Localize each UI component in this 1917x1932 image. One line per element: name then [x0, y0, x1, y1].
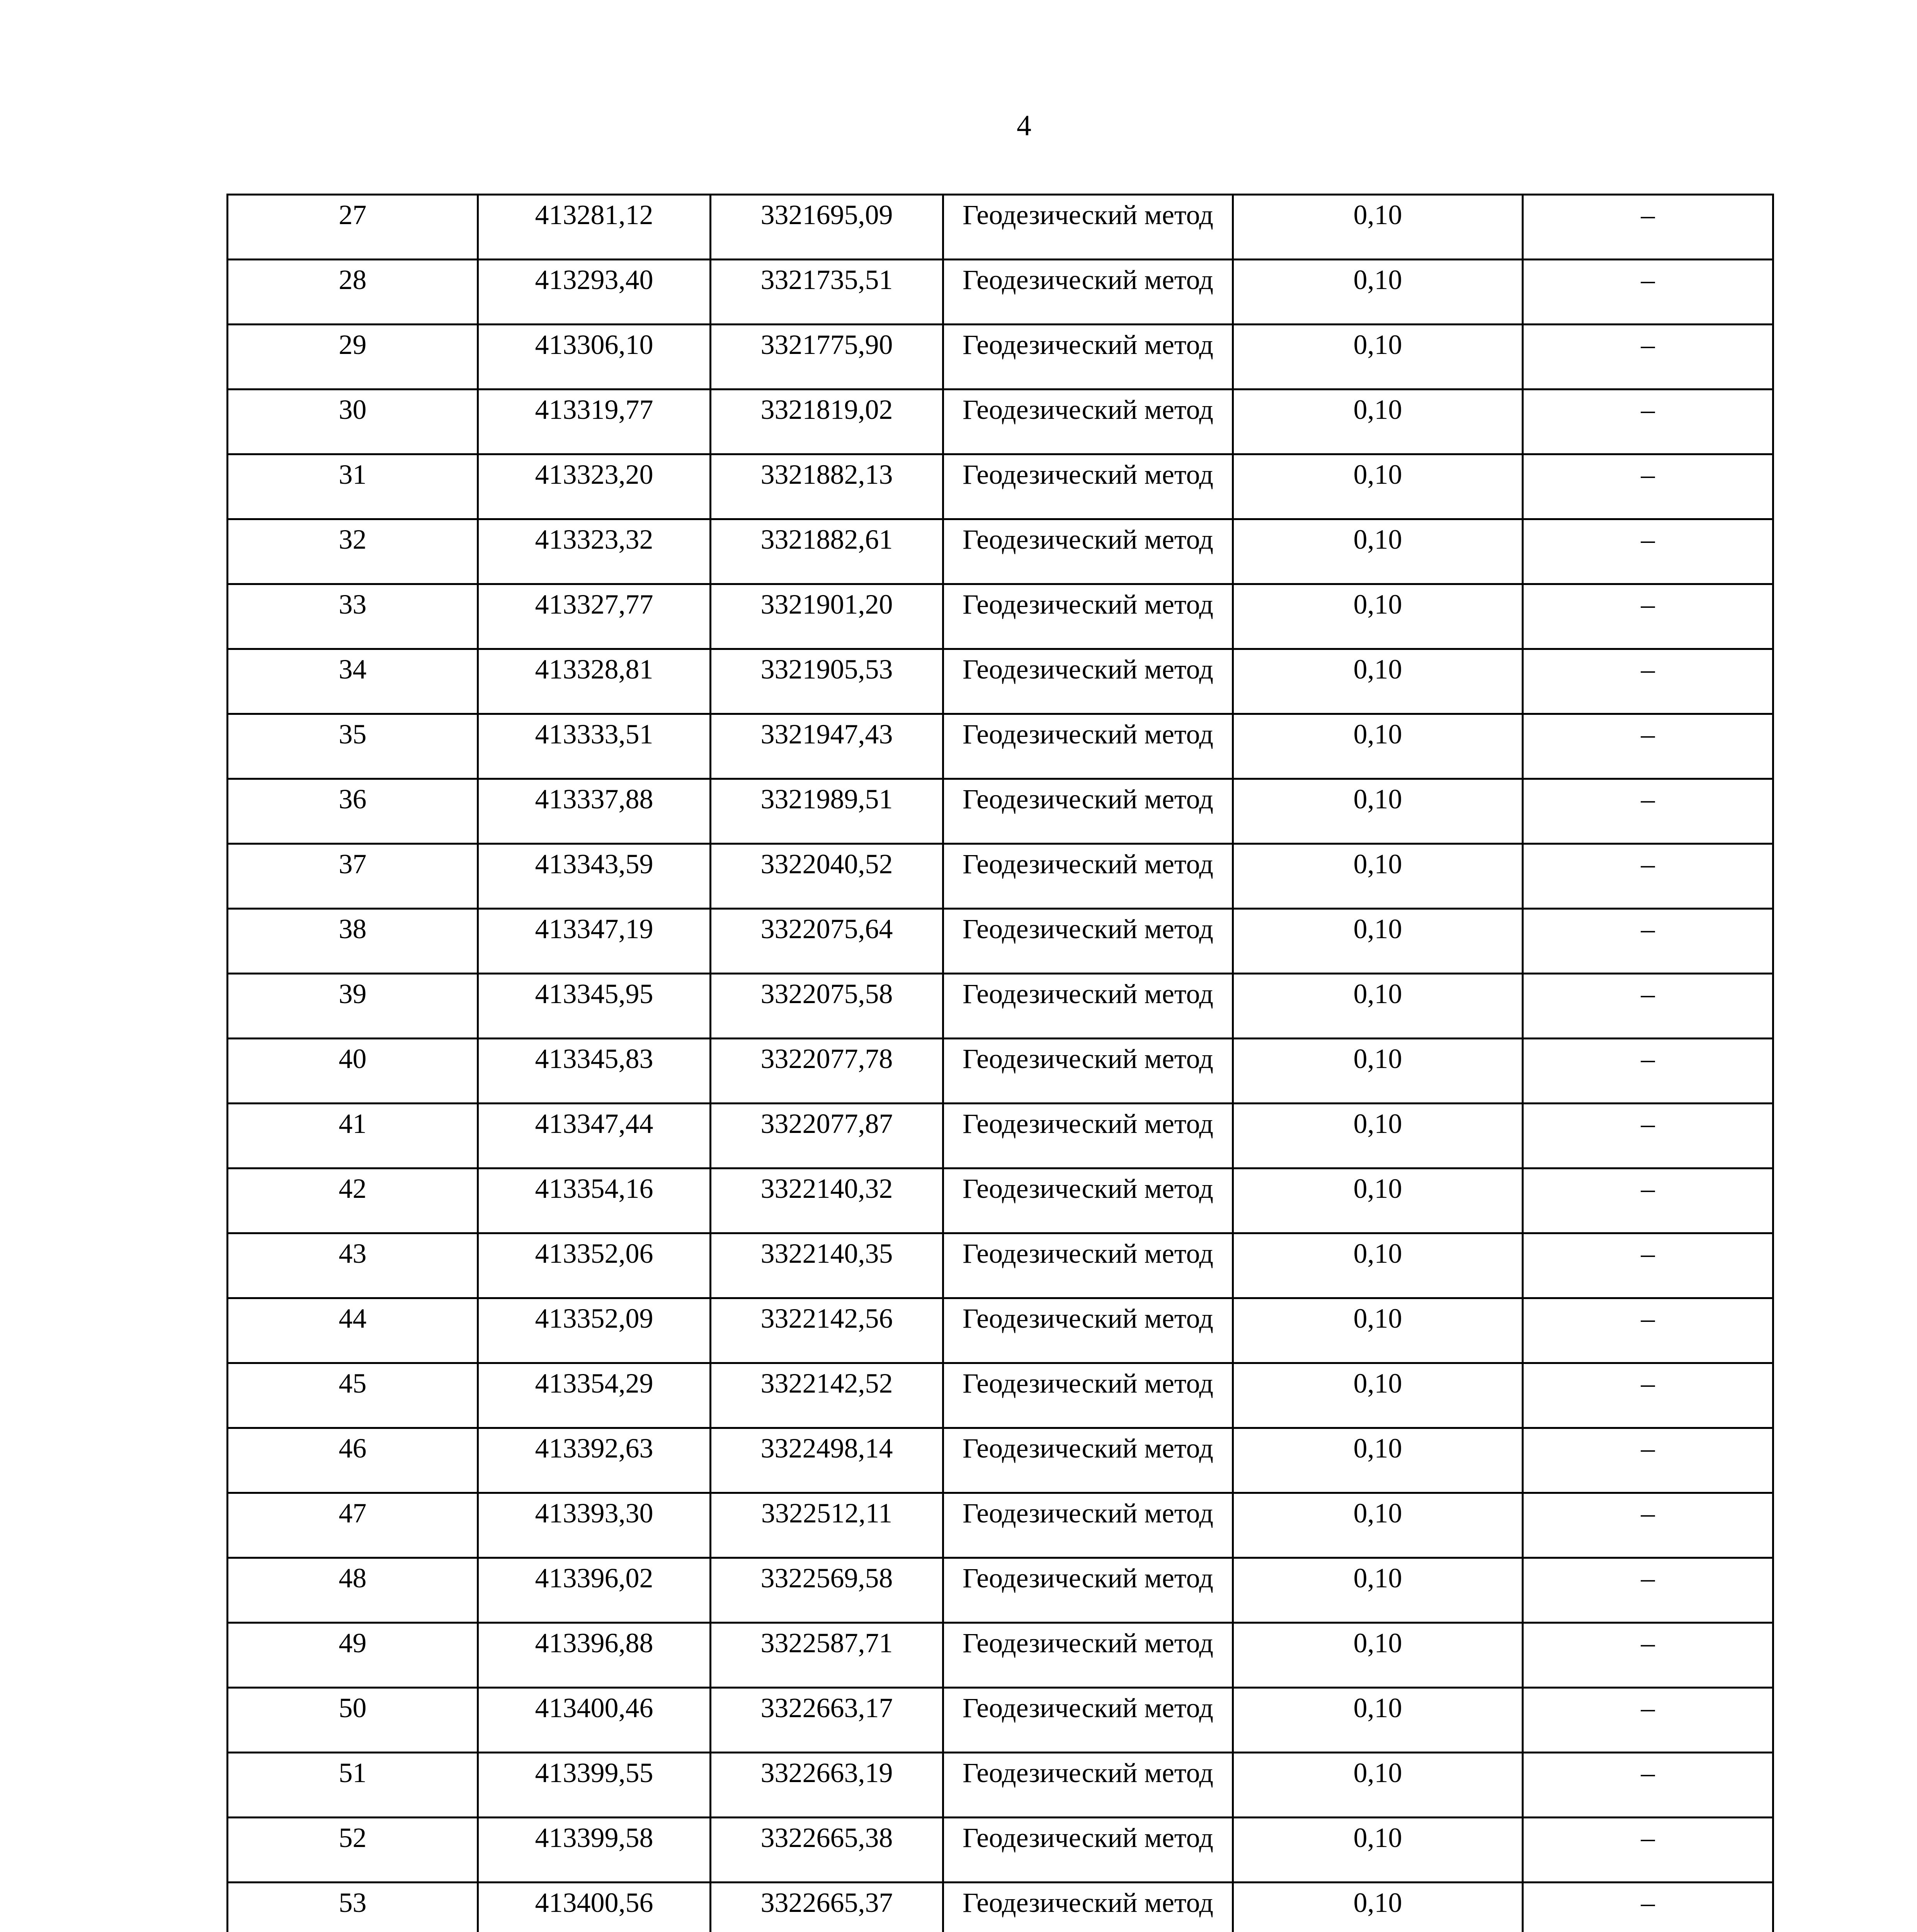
- table-row: [228, 1883, 1773, 1932]
- accuracy-cell: 0,10: [1233, 1168, 1523, 1233]
- table-row: [228, 1623, 1773, 1688]
- method-cell: Геодезический метод: [943, 1168, 1233, 1233]
- table-row: [228, 714, 1773, 779]
- y-coordinate-cell: 3322075,64: [711, 909, 943, 974]
- point-number-cell: 38: [228, 909, 478, 974]
- y-coordinate-cell: 3322665,38: [711, 1818, 943, 1883]
- y-coordinate-cell: 3322663,19: [711, 1753, 943, 1818]
- y-coordinate-cell: 3322040,52: [711, 844, 943, 909]
- accuracy-cell: 0,10: [1233, 519, 1523, 584]
- table-row: [228, 1428, 1773, 1493]
- method-cell: Геодезический метод: [943, 1558, 1233, 1623]
- description-cell: –: [1523, 584, 1773, 649]
- accuracy-cell: 0,10: [1233, 195, 1523, 260]
- x-coordinate-cell: 413345,83: [478, 1039, 711, 1104]
- accuracy-cell: 0,10: [1233, 1233, 1523, 1298]
- method-cell: Геодезический метод: [943, 1428, 1233, 1493]
- point-number-cell: 36: [228, 779, 478, 844]
- point-number-cell: 48: [228, 1558, 478, 1623]
- point-number-cell: 41: [228, 1104, 478, 1168]
- table-row: [228, 584, 1773, 649]
- x-coordinate-cell: 413392,63: [478, 1428, 711, 1493]
- method-cell: Геодезический метод: [943, 454, 1233, 519]
- method-cell: Геодезический метод: [943, 584, 1233, 649]
- description-cell: –: [1523, 1818, 1773, 1883]
- table-row: [228, 974, 1773, 1039]
- accuracy-cell: 0,10: [1233, 1818, 1523, 1883]
- y-coordinate-cell: 3322140,35: [711, 1233, 943, 1298]
- x-coordinate-cell: 413328,81: [478, 649, 711, 714]
- description-cell: –: [1523, 974, 1773, 1039]
- method-cell: Геодезический метод: [943, 260, 1233, 325]
- point-number-cell: 29: [228, 325, 478, 389]
- description-cell: –: [1523, 1493, 1773, 1558]
- method-cell: Геодезический метод: [943, 389, 1233, 454]
- x-coordinate-cell: 413396,88: [478, 1623, 711, 1688]
- accuracy-cell: 0,10: [1233, 260, 1523, 325]
- x-coordinate-cell: 413333,51: [478, 714, 711, 779]
- x-coordinate-cell: 413323,32: [478, 519, 711, 584]
- description-cell: –: [1523, 1753, 1773, 1818]
- x-coordinate-cell: 413281,12: [478, 195, 711, 260]
- x-coordinate-cell: 413347,44: [478, 1104, 711, 1168]
- x-coordinate-cell: 413319,77: [478, 389, 711, 454]
- accuracy-cell: 0,10: [1233, 909, 1523, 974]
- point-number-cell: 31: [228, 454, 478, 519]
- accuracy-cell: 0,10: [1233, 1104, 1523, 1168]
- y-coordinate-cell: 3321947,43: [711, 714, 943, 779]
- method-cell: Геодезический метод: [943, 1039, 1233, 1104]
- method-cell: Геодезический метод: [943, 1688, 1233, 1753]
- table-row: [228, 454, 1773, 519]
- method-cell: Геодезический метод: [943, 1104, 1233, 1168]
- method-cell: Геодезический метод: [943, 1623, 1233, 1688]
- y-coordinate-cell: 3322663,17: [711, 1688, 943, 1753]
- y-coordinate-cell: 3322665,37: [711, 1883, 943, 1932]
- description-cell: –: [1523, 1688, 1773, 1753]
- method-cell: Геодезический метод: [943, 1493, 1233, 1558]
- y-coordinate-cell: 3322587,71: [711, 1623, 943, 1688]
- accuracy-cell: 0,10: [1233, 1039, 1523, 1104]
- table-row: [228, 909, 1773, 974]
- accuracy-cell: 0,10: [1233, 714, 1523, 779]
- y-coordinate-cell: 3321695,09: [711, 195, 943, 260]
- y-coordinate-cell: 3322512,11: [711, 1493, 943, 1558]
- description-cell: –: [1523, 260, 1773, 325]
- description-cell: –: [1523, 1168, 1773, 1233]
- x-coordinate-cell: 413343,59: [478, 844, 711, 909]
- description-cell: –: [1523, 779, 1773, 844]
- table-row: [228, 1688, 1773, 1753]
- table-row: [228, 1298, 1773, 1363]
- table-row: [228, 1363, 1773, 1428]
- method-cell: Геодезический метод: [943, 1818, 1233, 1883]
- description-cell: –: [1523, 1623, 1773, 1688]
- y-coordinate-cell: 3322142,56: [711, 1298, 943, 1363]
- description-cell: –: [1523, 1039, 1773, 1104]
- method-cell: Геодезический метод: [943, 1363, 1233, 1428]
- accuracy-cell: 0,10: [1233, 1298, 1523, 1363]
- x-coordinate-cell: 413352,06: [478, 1233, 711, 1298]
- table-row: [228, 195, 1773, 260]
- table-row: [228, 1753, 1773, 1818]
- method-cell: Геодезический метод: [943, 1298, 1233, 1363]
- accuracy-cell: 0,10: [1233, 584, 1523, 649]
- description-cell: –: [1523, 519, 1773, 584]
- x-coordinate-cell: 413293,40: [478, 260, 711, 325]
- table-row: [228, 325, 1773, 389]
- point-number-cell: 39: [228, 974, 478, 1039]
- table-row: [228, 1818, 1773, 1883]
- description-cell: –: [1523, 714, 1773, 779]
- description-cell: –: [1523, 389, 1773, 454]
- accuracy-cell: 0,10: [1233, 454, 1523, 519]
- x-coordinate-cell: 413396,02: [478, 1558, 711, 1623]
- table-row: [228, 519, 1773, 584]
- y-coordinate-cell: 3321882,61: [711, 519, 943, 584]
- y-coordinate-cell: 3322077,87: [711, 1104, 943, 1168]
- table-row: [228, 1104, 1773, 1168]
- table-row: [228, 1039, 1773, 1104]
- table-row: [228, 844, 1773, 909]
- x-coordinate-cell: 413400,46: [478, 1688, 711, 1753]
- accuracy-cell: 0,10: [1233, 1558, 1523, 1623]
- method-cell: Геодезический метод: [943, 909, 1233, 974]
- accuracy-cell: 0,10: [1233, 389, 1523, 454]
- accuracy-cell: 0,10: [1233, 1363, 1523, 1428]
- method-cell: Геодезический метод: [943, 1883, 1233, 1932]
- accuracy-cell: 0,10: [1233, 1753, 1523, 1818]
- accuracy-cell: 0,10: [1233, 1883, 1523, 1932]
- y-coordinate-cell: 3321819,02: [711, 389, 943, 454]
- description-cell: –: [1523, 844, 1773, 909]
- x-coordinate-cell: 413399,58: [478, 1818, 711, 1883]
- y-coordinate-cell: 3322498,14: [711, 1428, 943, 1493]
- method-cell: Геодезический метод: [943, 974, 1233, 1039]
- x-coordinate-cell: 413327,77: [478, 584, 711, 649]
- method-cell: Геодезический метод: [943, 844, 1233, 909]
- point-number-cell: 46: [228, 1428, 478, 1493]
- point-number-cell: 35: [228, 714, 478, 779]
- method-cell: Геодезический метод: [943, 519, 1233, 584]
- point-number-cell: 47: [228, 1493, 478, 1558]
- accuracy-cell: 0,10: [1233, 1623, 1523, 1688]
- x-coordinate-cell: 413345,95: [478, 974, 711, 1039]
- description-cell: –: [1523, 1233, 1773, 1298]
- x-coordinate-cell: 413354,29: [478, 1363, 711, 1428]
- description-cell: –: [1523, 649, 1773, 714]
- point-number-cell: 40: [228, 1039, 478, 1104]
- point-number-cell: 49: [228, 1623, 478, 1688]
- description-cell: –: [1523, 325, 1773, 389]
- description-cell: –: [1523, 1298, 1773, 1363]
- table-row: [228, 1233, 1773, 1298]
- y-coordinate-cell: 3322142,52: [711, 1363, 943, 1428]
- accuracy-cell: 0,10: [1233, 1493, 1523, 1558]
- point-number-cell: 52: [228, 1818, 478, 1883]
- table-row: [228, 260, 1773, 325]
- point-number-cell: 28: [228, 260, 478, 325]
- accuracy-cell: 0,10: [1233, 649, 1523, 714]
- x-coordinate-cell: 413323,20: [478, 454, 711, 519]
- method-cell: Геодезический метод: [943, 325, 1233, 389]
- y-coordinate-cell: 3321882,13: [711, 454, 943, 519]
- description-cell: –: [1523, 1558, 1773, 1623]
- accuracy-cell: 0,10: [1233, 974, 1523, 1039]
- table-row: [228, 1558, 1773, 1623]
- accuracy-cell: 0,10: [1233, 1688, 1523, 1753]
- table-row: [228, 649, 1773, 714]
- method-cell: Геодезический метод: [943, 649, 1233, 714]
- method-cell: Геодезический метод: [943, 714, 1233, 779]
- point-number-cell: 37: [228, 844, 478, 909]
- description-cell: –: [1523, 195, 1773, 260]
- coordinates-table: [226, 194, 1774, 1932]
- accuracy-cell: 0,10: [1233, 325, 1523, 389]
- point-number-cell: 32: [228, 519, 478, 584]
- method-cell: Геодезический метод: [943, 779, 1233, 844]
- point-number-cell: 30: [228, 389, 478, 454]
- description-cell: –: [1523, 1104, 1773, 1168]
- method-cell: Геодезический метод: [943, 195, 1233, 260]
- page-number: 4: [1017, 109, 1031, 142]
- point-number-cell: 45: [228, 1363, 478, 1428]
- x-coordinate-cell: 413354,16: [478, 1168, 711, 1233]
- x-coordinate-cell: 413306,10: [478, 325, 711, 389]
- y-coordinate-cell: 3321989,51: [711, 779, 943, 844]
- y-coordinate-cell: 3322569,58: [711, 1558, 943, 1623]
- description-cell: –: [1523, 1428, 1773, 1493]
- y-coordinate-cell: 3321905,53: [711, 649, 943, 714]
- point-number-cell: 43: [228, 1233, 478, 1298]
- point-number-cell: 44: [228, 1298, 478, 1363]
- description-cell: –: [1523, 909, 1773, 974]
- description-cell: –: [1523, 1363, 1773, 1428]
- y-coordinate-cell: 3321775,90: [711, 325, 943, 389]
- accuracy-cell: 0,10: [1233, 844, 1523, 909]
- accuracy-cell: 0,10: [1233, 1428, 1523, 1493]
- description-cell: –: [1523, 454, 1773, 519]
- x-coordinate-cell: 413400,56: [478, 1883, 711, 1932]
- y-coordinate-cell: 3321735,51: [711, 260, 943, 325]
- table-row: [228, 1168, 1773, 1233]
- method-cell: Геодезический метод: [943, 1753, 1233, 1818]
- point-number-cell: 51: [228, 1753, 478, 1818]
- point-number-cell: 27: [228, 195, 478, 260]
- method-cell: Геодезический метод: [943, 1233, 1233, 1298]
- table-row: [228, 1493, 1773, 1558]
- table-row: [228, 389, 1773, 454]
- accuracy-cell: 0,10: [1233, 779, 1523, 844]
- table-row: [228, 779, 1773, 844]
- point-number-cell: 53: [228, 1883, 478, 1932]
- y-coordinate-cell: 3322140,32: [711, 1168, 943, 1233]
- x-coordinate-cell: 413399,55: [478, 1753, 711, 1818]
- point-number-cell: 34: [228, 649, 478, 714]
- point-number-cell: 33: [228, 584, 478, 649]
- x-coordinate-cell: 413337,88: [478, 779, 711, 844]
- x-coordinate-cell: 413393,30: [478, 1493, 711, 1558]
- y-coordinate-cell: 3322077,78: [711, 1039, 943, 1104]
- point-number-cell: 50: [228, 1688, 478, 1753]
- point-number-cell: 42: [228, 1168, 478, 1233]
- description-cell: –: [1523, 1883, 1773, 1932]
- y-coordinate-cell: 3322075,58: [711, 974, 943, 1039]
- x-coordinate-cell: 413347,19: [478, 909, 711, 974]
- coordinates-table-body: [228, 195, 1773, 1932]
- x-coordinate-cell: 413352,09: [478, 1298, 711, 1363]
- y-coordinate-cell: 3321901,20: [711, 584, 943, 649]
